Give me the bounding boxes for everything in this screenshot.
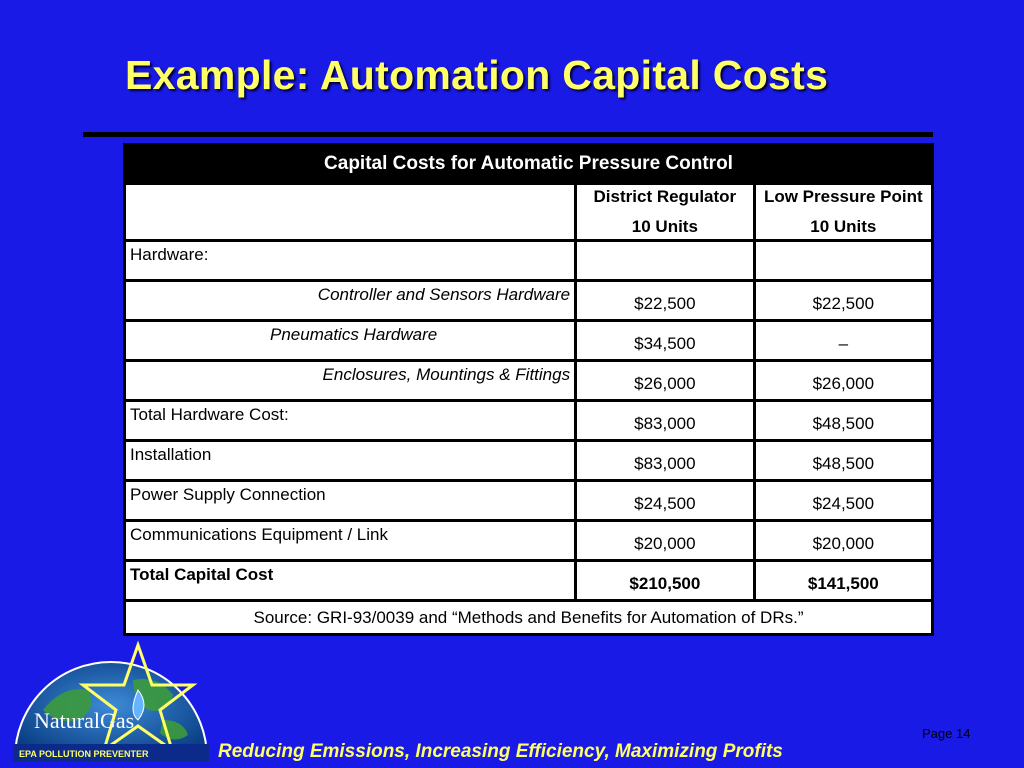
slide-title: Example: Automation Capital Costs: [125, 52, 829, 98]
table-row: [125, 441, 933, 481]
column-header-low-pressure-point: [754, 184, 932, 241]
table-row: [125, 521, 933, 561]
low-pressure-point-value: $24,500: [754, 481, 932, 521]
row-label: Pneumatics Hardware: [125, 321, 576, 361]
column-header-district-regulator: [576, 184, 755, 241]
header-blank-cell: [125, 184, 576, 241]
title-divider: [83, 132, 933, 137]
logo-tagline-text: EPA POLLUTION PREVENTER: [19, 749, 149, 759]
row-label: Total Hardware Cost:: [125, 401, 576, 441]
row-label: Installation: [125, 441, 576, 481]
logo-brand-text: NaturalGas: [34, 708, 135, 733]
district-regulator-value: $83,000: [576, 401, 755, 441]
row-label: Enclosures, Mountings & Fittings: [125, 361, 576, 401]
low-pressure-point-value: $141,500: [754, 561, 932, 601]
table-body: [125, 241, 933, 601]
district-regulator-value: [576, 241, 755, 281]
row-label: Power Supply Connection: [125, 481, 576, 521]
low-pressure-point-value: $26,000: [754, 361, 932, 401]
district-regulator-value: $34,500: [576, 321, 755, 361]
table-row: [125, 241, 933, 281]
column-units: 10 Units: [810, 217, 877, 236]
column-units: 10 Units: [631, 217, 698, 236]
low-pressure-point-value: $48,500: [754, 401, 932, 441]
low-pressure-point-value: –: [754, 321, 932, 361]
low-pressure-point-value: $48,500: [754, 441, 932, 481]
table-row: [125, 361, 933, 401]
row-label: Hardware:: [125, 241, 576, 281]
table-caption: Capital Costs for Automatic Pressure Control: [125, 145, 933, 184]
row-label: Total Capital Cost: [125, 561, 576, 601]
table-row: [125, 481, 933, 521]
district-regulator-value: $83,000: [576, 441, 755, 481]
natural-gas-star-logo: [13, 640, 209, 764]
district-regulator-value: $24,500: [576, 481, 755, 521]
capital-costs-table: [123, 143, 934, 636]
district-regulator-value: $22,500: [576, 281, 755, 321]
low-pressure-point-value: $22,500: [754, 281, 932, 321]
district-regulator-value: $210,500: [576, 561, 755, 601]
table-row: [125, 281, 933, 321]
column-name: Low Pressure Point: [763, 187, 923, 206]
row-label: Communications Equipment / Link: [125, 521, 576, 561]
slide-footer: Reducing Emissions, Increasing Efficiency, Maximizing Profits: [218, 741, 783, 762]
source-note: Source: GRI-93/0039 and “Methods and Benefits for Automation of DRs.”: [125, 601, 933, 635]
page-number: Page 14: [922, 726, 971, 741]
column-name: District Regulator: [593, 187, 737, 206]
low-pressure-point-value: [754, 241, 932, 281]
table-row: [125, 561, 933, 601]
table-row: [125, 401, 933, 441]
table-row: [125, 321, 933, 361]
low-pressure-point-value: $20,000: [754, 521, 932, 561]
district-regulator-value: $26,000: [576, 361, 755, 401]
row-label: Controller and Sensors Hardware: [125, 281, 576, 321]
district-regulator-value: $20,000: [576, 521, 755, 561]
